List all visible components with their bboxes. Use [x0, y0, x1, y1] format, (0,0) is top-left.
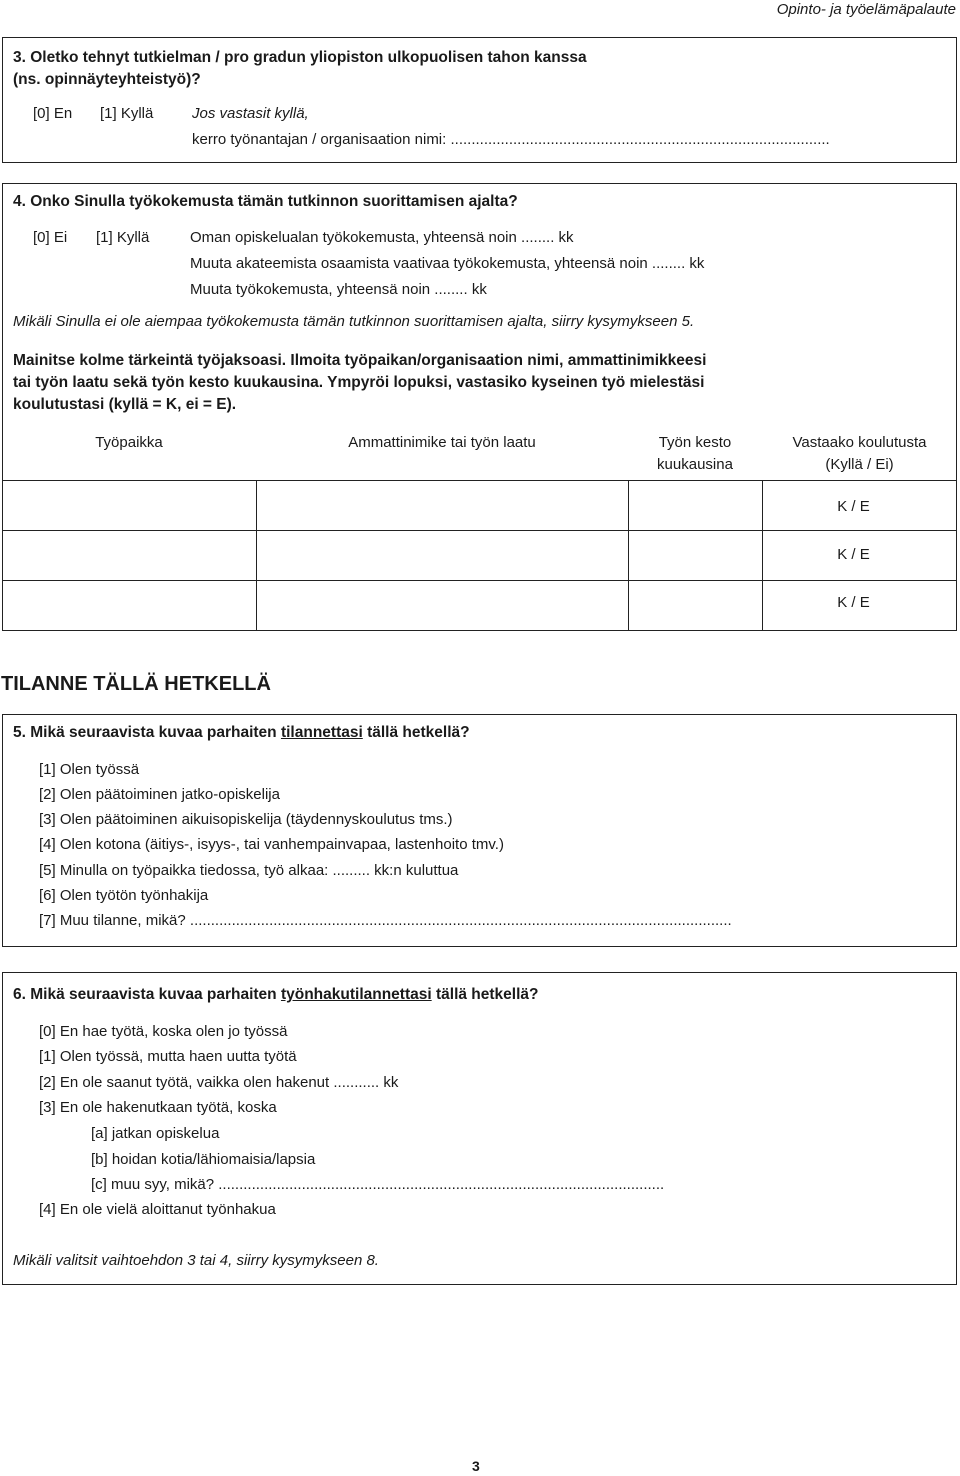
q6-skip-note: Mikäli valitsit vaihtoehdon 3 tai 4, siirry kysymykseen 8.: [13, 1252, 379, 1269]
page-number: 3: [472, 1458, 480, 1474]
q4-instruction-line3: koulutustasi (kyllä = K, ei = E).: [13, 396, 237, 413]
table-header-duration-line2: kuukausina: [657, 456, 733, 473]
q4-skip-note: Mikäli Sinulla ei ole aiempaa työkokemusta tämän tutkinnon suorittamisen ajalta, siirry kysymykseen 5.: [13, 313, 695, 330]
q4-option-0[interactable]: [0] Ei: [33, 229, 68, 246]
question-3-text-line2: (ns. opinnäyteyhteistyö)?: [13, 71, 201, 88]
q6-option-1[interactable]: [1] Olen työssä, mutta haen uutta työtä: [39, 1048, 297, 1065]
section-heading: TILANNE TÄLLÄ HETKELLÄ: [1, 673, 271, 695]
q6-option-4[interactable]: [4] En ole vielä aloittanut työnhakua: [39, 1201, 276, 1218]
table-header-title: Ammattinimike tai työn laatu: [348, 434, 536, 451]
q5-option-5[interactable]: [5] Minulla on työpaikka tiedossa, työ alkaa: ......... kk:n kuluttua: [39, 862, 459, 879]
q6-sub-option-a[interactable]: [a] jatkan opiskelua: [91, 1125, 220, 1142]
q4-instruction-line1: Mainitse kolme tärkeintä työjaksoasi. Ilmoita työpaikan/organisaation nimi, ammattinimikkeesi: [13, 352, 707, 369]
q6-option-2[interactable]: [2] En ole saanut työtä, vaikka olen hakenut ........... kk: [39, 1074, 399, 1091]
question-6-text: 6. Mikä seuraavista kuvaa parhaiten työnhakutilannettasi tällä hetkellä?: [13, 986, 539, 1003]
q3-option-1[interactable]: [1] Kyllä: [100, 105, 154, 122]
q3-organisation-field[interactable]: kerro työnantajan / organisaation nimi: ...........................................................................................: [192, 131, 830, 148]
q4-own-field-experience[interactable]: Oman opiskelualan työkokemusta, yhteensä noin ........ kk: [190, 229, 574, 246]
question-5-text: 5. Mikä seuraavista kuvaa parhaiten tilannettasi tällä hetkellä?: [13, 724, 470, 741]
q4-other-experience[interactable]: Muuta työkokemusta, yhteensä noin ........ kk: [190, 281, 487, 298]
table-row-1-match[interactable]: K / E: [837, 498, 870, 515]
q6-option-0[interactable]: [0] En hae työtä, koska olen jo työssä: [39, 1023, 288, 1040]
table-header-workplace: Työpaikka: [95, 434, 163, 451]
table-row-3-match[interactable]: K / E: [837, 594, 870, 611]
question-5-emphasis: tilannettasi: [280, 724, 363, 741]
question-6-emphasis: työnhakutilannettasi: [280, 986, 432, 1003]
table-header-match-line1: Vastaako koulutusta: [792, 434, 927, 451]
q3-followup-prompt: Jos vastasit kyllä,: [192, 105, 309, 122]
table-header-duration-line1: Työn kesto: [658, 434, 732, 451]
q5-option-4[interactable]: [4] Olen kotona (äitiys-, isyys-, tai vanhempainvapaa, lastenhoito tmv.): [39, 836, 504, 853]
table-header-match-line2: (Kyllä / Ei): [825, 456, 894, 473]
q5-option-7[interactable]: [7] Muu tilanne, mikä? ..................................................................................................................................: [39, 912, 732, 929]
q4-option-1[interactable]: [1] Kyllä: [96, 229, 150, 246]
table-row-2-match[interactable]: K / E: [837, 546, 870, 563]
q3-option-0[interactable]: [0] En: [33, 105, 73, 122]
running-header: Opinto- ja työelämäpalaute: [776, 1, 956, 18]
q6-sub-option-c[interactable]: [c] muu syy, mikä? ...........................................................................................................: [91, 1176, 665, 1193]
q5-option-1[interactable]: [1] Olen työssä: [39, 761, 140, 778]
q4-academic-experience[interactable]: Muuta akateemista osaamista vaativaa työkokemusta, yhteensä noin ........ kk: [190, 255, 705, 272]
question-4-text: 4. Onko Sinulla työkokemusta tämän tutkinnon suorittamisen ajalta?: [13, 193, 518, 210]
q5-option-3[interactable]: [3] Olen päätoiminen aikuisopiskelija (täydennyskoulutus tms.): [39, 811, 453, 828]
q6-option-3[interactable]: [3] En ole hakenutkaan työtä, koska: [39, 1099, 277, 1116]
q5-option-6[interactable]: [6] Olen työtön työnhakija: [39, 887, 209, 904]
question-3-text-line1: 3. Oletko tehnyt tutkielman / pro gradun yliopiston ulkopuolisen tahon kanssa: [13, 49, 587, 66]
q5-option-2[interactable]: [2] Olen päätoiminen jatko-opiskelija: [39, 786, 280, 803]
q4-instruction-line2: tai työn laatu sekä työn kesto kuukausina. Ympyröi lopuksi, vastasiko kyseinen työ mielestäsi: [13, 374, 705, 391]
q6-sub-option-b[interactable]: [b] hoidan kotia/lähiomaisia/lapsia: [91, 1151, 316, 1168]
